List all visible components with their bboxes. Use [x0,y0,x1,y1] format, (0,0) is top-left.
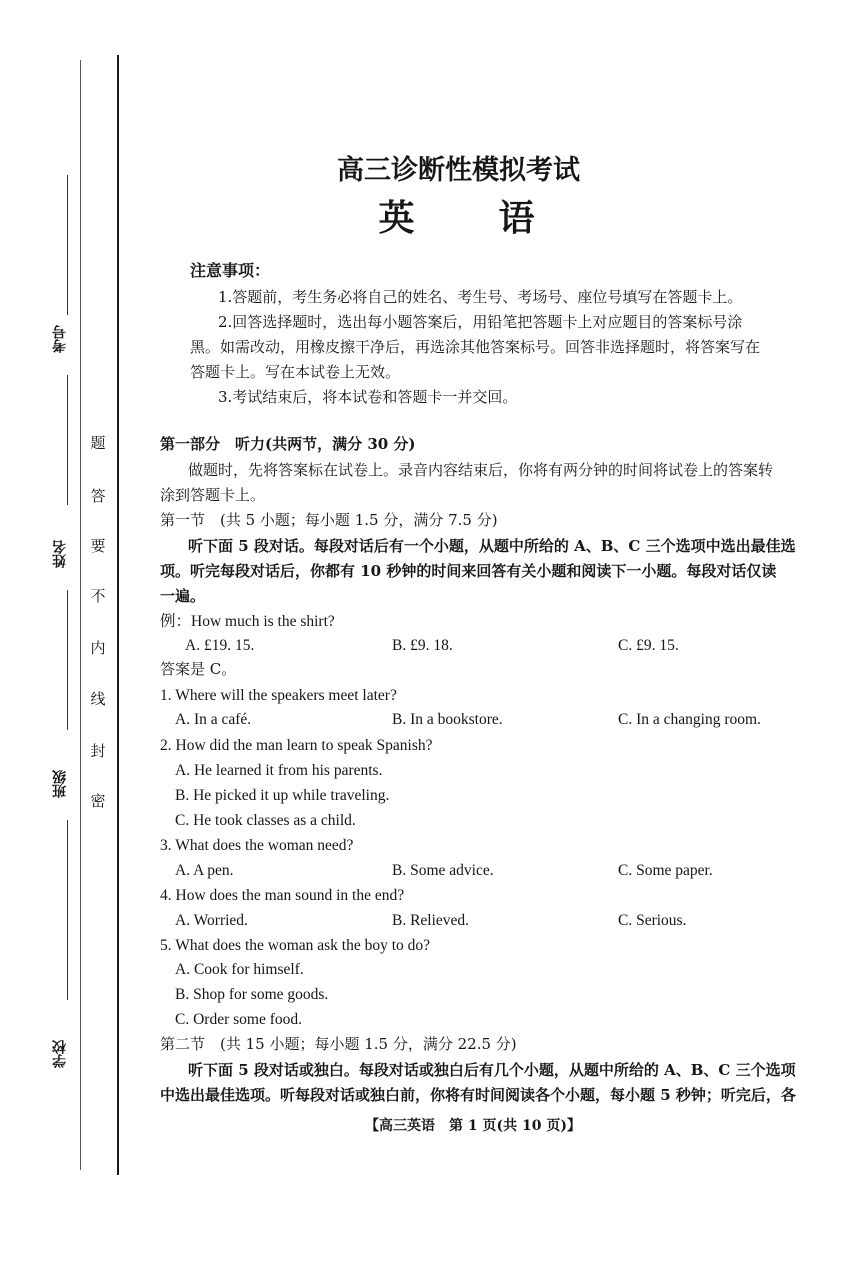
seal-char: 要 [90,537,106,555]
example-option-b: B. £9. 18. [392,637,453,654]
notes-item-2: 2.回答选择题时，选出每小题答案后，用铅笔把答题卡上对应题目的答案标号涂 [218,313,743,331]
xuexiao-label: 学校 [52,1040,68,1068]
seal-char: 不 [90,587,106,605]
kaohao-blank-line-2 [67,375,68,505]
notes-item-3: 3.考试结束后，将本试卷和答题卡一并交回。 [218,388,518,406]
question-4-option-c: C. Serious. [618,912,687,929]
section1-desc: 听下面 5 段对话。每段对话后有一个小题，从题中所给的 A、B、C 三个选项中选出最佳选 [188,537,796,555]
part1-heading: 第一部分 听力(共两节，满分 30 分) [160,435,416,453]
question-1-option-b: B. In a bookstore. [392,711,503,728]
seal-char: 线 [90,690,106,708]
seal-char: 封 [90,742,106,760]
xingming-label: 姓名 [52,540,68,568]
seal-char: 内 [90,639,106,657]
question-3: 3. What does the woman need? [160,837,354,854]
section2-desc-cont: 中选出最佳选项。听每段对话或独白前，你将有时间阅读各个小题，每小题 5 秒钟；听完后，各 [160,1086,796,1104]
question-1-option-a: A. In a café. [175,711,252,728]
section1-desc-cont: 一遍。 [160,587,206,605]
question-3-option-a: A. A pen. [175,862,234,879]
question-4-option-b: B. Relieved. [392,912,470,929]
question-2-option-a: A. He learned it from his parents. [175,762,383,779]
question-4-option-a: A. Worried. [175,912,248,929]
question-5-option-a: A. Cook for himself. [175,961,304,978]
notes-heading: 注意事项： [190,261,271,280]
section2-desc: 听下面 5 段对话或独白。每段对话或独白后有几个小题，从题中所给的 A、B、C 三个选项 [188,1061,796,1079]
section1-heading: 第一节 (共 5 小题；每小题 1.5 分，满分 7.5 分) [160,511,498,529]
banji-blank-line [67,820,68,1000]
seal-char: 题 [90,434,106,452]
part1-desc-cont: 涂到答题卡上。 [160,486,266,504]
question-2: 2. How did the man learn to speak Spanish? [160,737,433,754]
xingming-blank-line [67,590,68,730]
example-answer: 答案是 C。 [160,660,237,678]
notes-item-1: 1.答题前，考生务必将自己的姓名、考生号、考场号、座位号填写在答题卡上。 [218,288,743,306]
seal-char: 答 [90,487,106,505]
question-2-option-b: B. He picked it up while traveling. [175,787,390,804]
kaohao-label: 考号 [52,325,68,353]
question-3-option-b: B. Some advice. [392,862,494,879]
question-5: 5. What does the woman ask the boy to do? [160,937,431,954]
question-2-option-c: C. He took classes as a child. [175,812,356,829]
question-4: 4. How does the man sound in the end? [160,887,405,904]
part1-desc: 做题时，先将答案标在试卷上。录音内容结束后，你将有两分钟的时间将试卷上的答案转 [188,461,774,479]
question-3-option-c: C. Some paper. [618,862,713,879]
example-option-c: C. £9. 15. [618,637,679,654]
example-question: 例：How much is the shirt? [160,613,335,630]
notes-item-2-cont: 答题卡上。写在本试卷上无效。 [190,363,401,381]
example-option-a: A. £19. 15. [185,637,255,654]
banji-label: 班级 [52,770,68,798]
section2-heading: 第二节 (共 15 小题；每小题 1.5 分，满分 22.5 分) [160,1035,517,1053]
question-5-option-c: C. Order some food. [175,1011,302,1028]
exam-title: 高三诊断性模拟考试 [337,155,580,186]
question-1-option-c: C. In a changing room. [618,711,761,728]
notes-item-2-cont: 黑。如需改动，用橡皮擦干净后，再选涂其他答案标号。回答非选择题时，将答案写在 [190,338,761,356]
question-5-option-b: B. Shop for some goods. [175,986,329,1003]
section1-desc-cont: 项。听完每段对话后，你都有 10 秒钟的时间来回答有关小题和阅读下一小题。每段对话仅读 [160,562,777,580]
page-footer: 【高三英语 第 1 页(共 10 页)】 [365,1118,581,1134]
question-1: 1. Where will the speakers meet later? [160,687,397,704]
subject-title: 英 语 [378,197,539,239]
seal-char: 密 [90,792,106,810]
